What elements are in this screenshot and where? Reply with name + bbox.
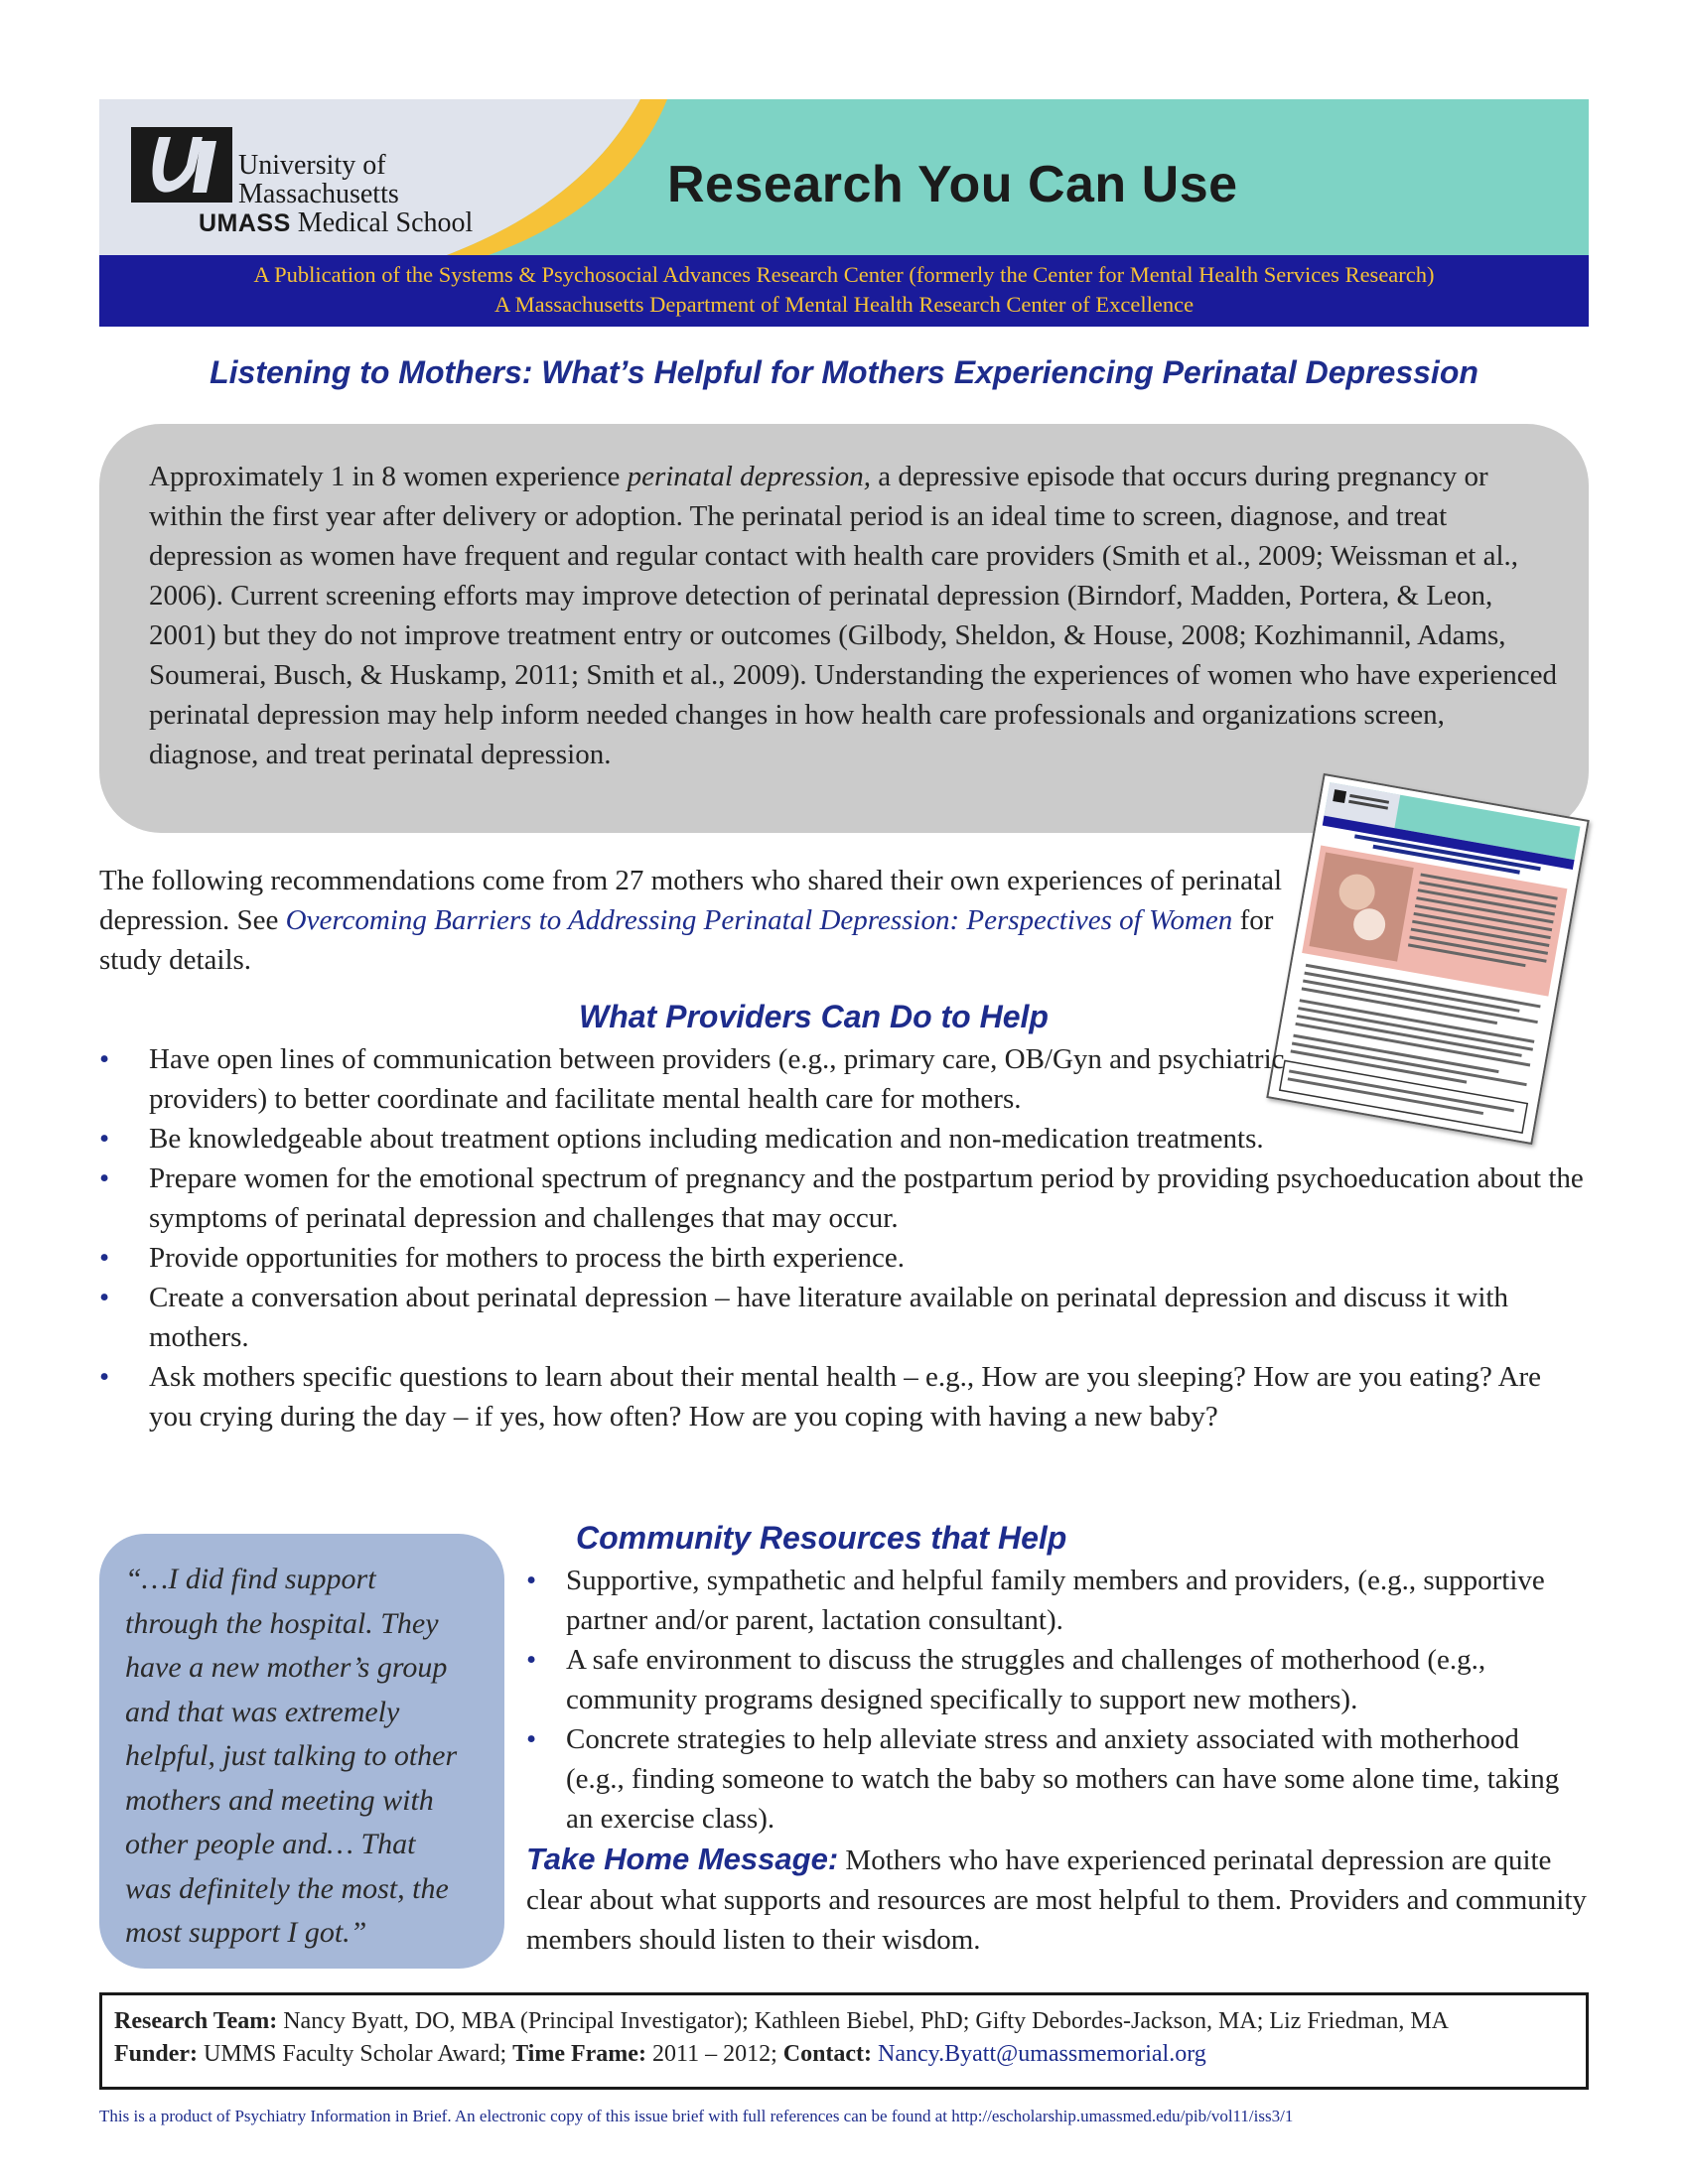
list-item-text: Supportive, sympathetic and helpful family members and providers, (e.g., supportive partner and/or parent, lactation consultant). [566, 1565, 1545, 1636]
list-item-text: Prepare women for the emotional spectrum of pregnancy and the postpartum period by providing psychoeducation about the symptoms of perinatal depression and challenges that may occur. [149, 1162, 1584, 1234]
article-title: Listening to Mothers: What’s Helpful for Mothers Experiencing Perinatal Depression [210, 354, 1478, 390]
logo-medical-school: Medical School [297, 207, 474, 238]
list-item-text: Have open lines of communication between providers (e.g., primary care, OB/Gyn and psychiatric providers) to better coordinate and facilitate mental health care for mothers. [149, 1043, 1285, 1115]
list-item [526, 1719, 1579, 1839]
intro-paragraph [149, 457, 1561, 774]
intro-text-start: Approximately 1 in 8 women experience [149, 461, 628, 492]
list-item-text: A safe environment to discuss the struggles and challenges of motherhood (e.g., community programs designed specifically to support new mothers). [566, 1644, 1486, 1715]
intro-term: perinatal depression, [627, 461, 871, 492]
list-item [99, 1119, 1589, 1159]
header-banner [99, 99, 1589, 255]
list-item [526, 1640, 1579, 1719]
recommend-text-end: for study details. [99, 904, 1274, 976]
bullet-icon: • [99, 1162, 110, 1194]
list-item [99, 1159, 1589, 1238]
list-item [99, 1039, 1291, 1119]
intro-box [99, 424, 1589, 833]
providers-heading: What Providers Can Do to Help [579, 999, 1049, 1034]
list-item [99, 1278, 1589, 1357]
list-item-text: Provide opportunities for mothers to process the birth experience. [149, 1242, 906, 1274]
providers-list [99, 1039, 1589, 1436]
sub-banner [99, 255, 1589, 327]
timeframe-value: 2011 – 2012; [645, 2041, 783, 2067]
list-item-text: Create a conversation about perinatal depression – have literature available on perinatal depression and discuss it with mothers. [149, 1282, 1508, 1353]
list-item-text: Be knowledgeable about treatment options including medication and non-medication treatments. [149, 1123, 1264, 1155]
bullet-icon: • [526, 1565, 537, 1596]
funder-line [114, 2038, 1586, 2071]
university-name [199, 150, 474, 238]
list-item [526, 1561, 1579, 1640]
logo-line-2: Massachusetts [238, 179, 399, 209]
list-item-text: Concrete strategies to help alleviate stress and anxiety associated with motherhood (e.g., finding someone to watch the baby so mothers can have some alone time, taking an exercise class). [566, 1723, 1560, 1835]
contact-email-link[interactable]: Nancy.Byatt@umassmemorial.org [878, 2041, 1206, 2067]
bullet-icon: • [99, 1123, 110, 1155]
logo-line-1: University of [238, 150, 386, 181]
funder-value: UMMS Faculty Scholar Award; [198, 2041, 513, 2067]
take-home-text: Mothers who have experienced perinatal depression are quite clear about what supports and resources are most helpful to them. Providers and community members should listen to their wisdom. [526, 1844, 1587, 1956]
bullet-icon: • [99, 1242, 110, 1274]
bullet-icon: • [99, 1361, 110, 1393]
team-label: Research Team: [114, 2008, 278, 2034]
recommend-text-start: The following recommendations come from 27 mothers who shared their own experiences of perinatal depression. See [99, 865, 1283, 936]
funder-label: Funder: [114, 2041, 198, 2067]
sub-banner-line-2: A Massachusetts Department of Mental Health Research Center of Excellence [493, 292, 1195, 317]
take-home-message [526, 1840, 1594, 1960]
list-item [99, 1238, 1589, 1278]
community-list [526, 1561, 1579, 1839]
logo-umass-text: UMASS [199, 209, 291, 237]
sub-banner-line-1: A Publication of the Systems & Psychosocial Advances Research Center (formerly the Center for Mental Health Services Research) [253, 262, 1435, 287]
footer-note: This is a product of Psychiatry Information in Brief. An electronic copy of this issue brief with full references can be found at http://escholarship.umassmed.edu/pib/vol11/iss3/1 [99, 2107, 1294, 2125]
bullet-icon: • [526, 1723, 537, 1755]
bullet-icon: • [99, 1043, 110, 1075]
team-line [114, 2005, 1586, 2038]
list-item-text: Ask mothers specific questions to learn about their mental health – e.g., How are you sleeping? How are you eating? Are you crying during the day – if yes, how often? How are you coping with having a new baby? [149, 1361, 1542, 1433]
community-heading: Community Resources that Help [576, 1520, 1067, 1556]
research-team-box [99, 1992, 1589, 2090]
list-item [99, 1357, 1589, 1436]
quote-box [99, 1534, 504, 1969]
intro-text-rest: a depressive episode that occurs during pregnancy or within the first year after delivery or adoption. The perinatal period is an ideal time to screen, diagnose, and treat depression as women have frequent and regular contact with health care providers (Smith et al., 2009; Weissman et al., 2006). Current screening efforts may improve detection of perinatal depression (Birndorf, Madden, Portera, & Leon, 2001) but they do not improve treatment entry or outcomes (Gilbody, Sheldon, & House, 2008; Kozhimannil, Adams, Soumerai, Busch, & Huskamp, 2011; Smith et al., 2009). Understanding the experiences of women who have experienced perinatal depression may help inform needed changes in how health care professionals and organizations screen, diagnose, and treat perinatal depression. [149, 461, 1557, 770]
team-value: Nancy Byatt, DO, MBA (Principal Investigator); Kathleen Biebel, PhD; Gifty Debordes-Jackson, MA; Liz Friedman, MA [277, 2008, 1449, 2034]
logo-line-3 [199, 207, 474, 238]
take-home-label: Take Home Message: [526, 1842, 839, 1876]
banner-title: Research You Can Use [667, 156, 1238, 213]
mother-quote: “…I did find support through the hospital. They have a new mother’s group and that was extremely helpful, just talking to other mothers and meeting with other people and… That was definitely the most, the most support I got.” [125, 1563, 458, 1949]
bullet-icon: • [99, 1282, 110, 1313]
bullet-icon: • [526, 1644, 537, 1676]
contact-label: Contact: [782, 2041, 873, 2067]
study-link[interactable]: Overcoming Barriers to Addressing Perinatal Depression: Perspectives of Women [285, 904, 1233, 936]
recommendations-intro [99, 861, 1321, 980]
timeframe-label: Time Frame: [512, 2041, 646, 2067]
